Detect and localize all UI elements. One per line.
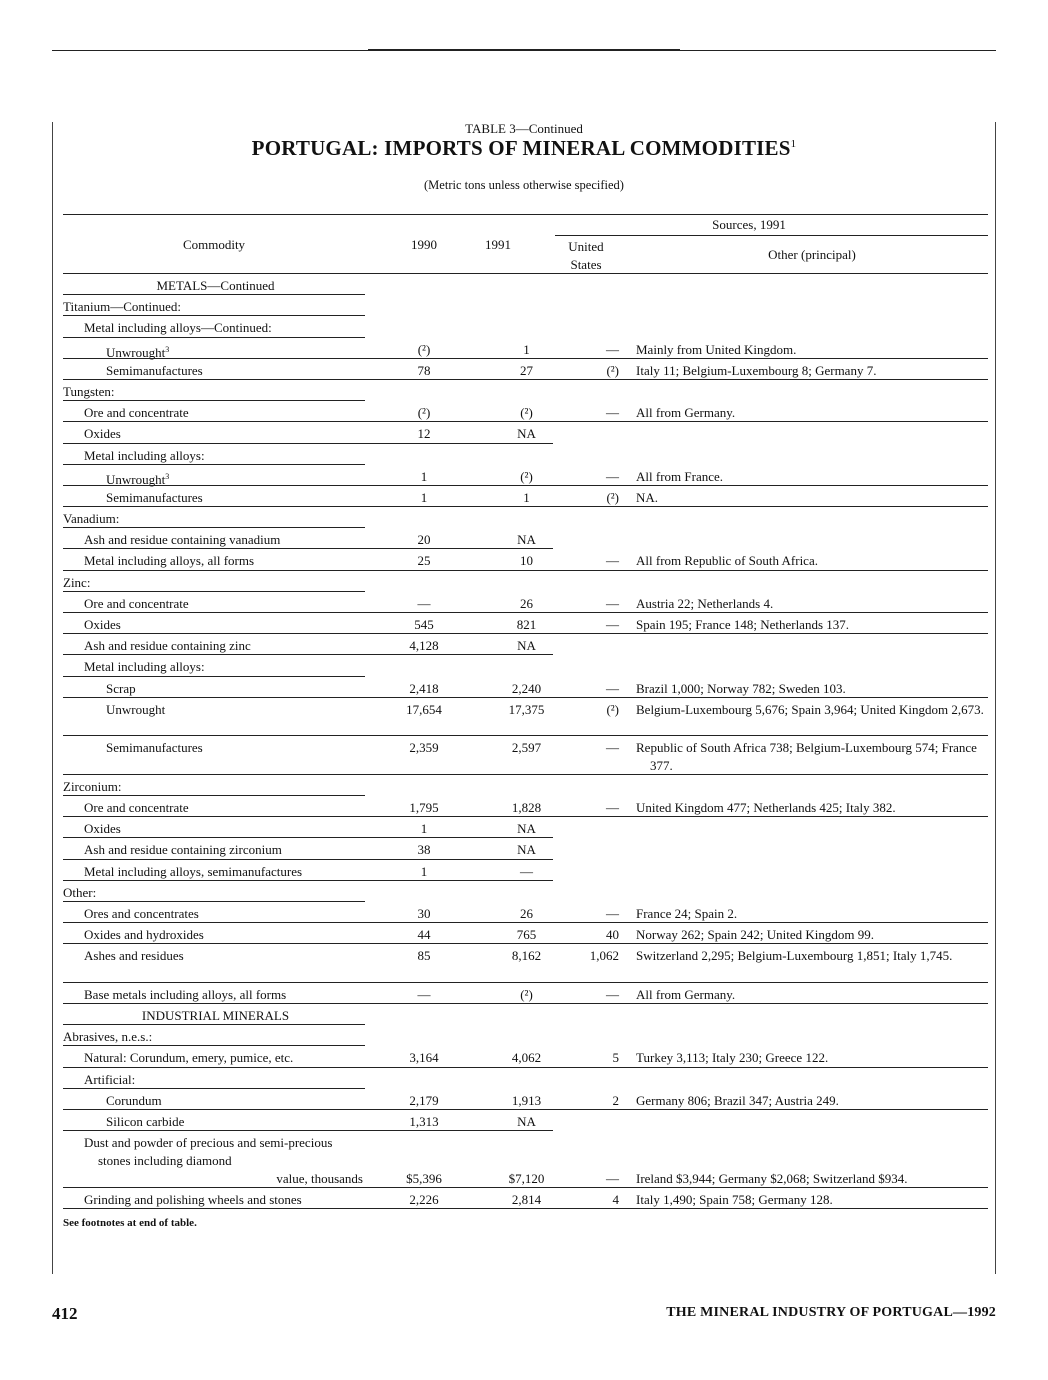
value-1990: 3,164	[409, 1050, 439, 1066]
value-other-sources: United Kingdom 477; Netherlands 425; Italy 382.	[636, 799, 896, 815]
value-united-states: (²)	[606, 489, 619, 505]
commodity-label: Ore and concentrate	[84, 799, 189, 815]
commodity-cell	[63, 1092, 411, 1110]
commodity-cell	[63, 1113, 411, 1131]
value-1991: $7,120	[508, 1171, 545, 1187]
table-row	[63, 338, 988, 359]
commodity-label: Zirconium:	[63, 778, 122, 794]
value-other-sources: France 24; Spain 2.	[636, 905, 738, 921]
commodity-cell	[63, 1134, 363, 1188]
commodity-cell	[63, 658, 389, 676]
table-row	[63, 881, 988, 902]
footnote-mark: 3	[165, 344, 170, 354]
commodity-label: Unwrought	[106, 471, 166, 487]
commodity-cell	[63, 404, 389, 422]
table-row	[63, 316, 988, 337]
header-1990: 1990	[411, 237, 437, 252]
table-row	[63, 655, 988, 676]
commodity-label: Tungsten:	[63, 383, 115, 399]
section-heading: INDUSTRIAL MINERALS	[141, 1007, 290, 1023]
value-1991: 765	[516, 927, 537, 943]
table-row	[63, 295, 988, 316]
commodity-label: Unwrought	[106, 701, 166, 717]
value-other-sources: All from Republic of South Africa.	[636, 553, 818, 569]
commodity-label: Ash and residue containing vanadium	[84, 532, 281, 548]
row-rule	[63, 1208, 988, 1209]
commodity-label: Silicon carbide	[106, 1113, 185, 1129]
commodity-cell	[63, 383, 368, 401]
commodity-cell	[63, 1049, 389, 1067]
commodity-label: Titanium—Continued:	[63, 299, 181, 315]
value-other-sources: Austria 22; Netherlands 4.	[636, 595, 774, 611]
table-units-note: (Metric tons unless otherwise specified)	[424, 178, 624, 192]
table-row	[63, 380, 988, 401]
value-united-states: —	[606, 553, 619, 569]
value-united-states: 40	[606, 927, 619, 943]
value-other-sources: Italy 11; Belgium-Luxembourg 8; Germany 7.	[636, 362, 877, 378]
value-1990: 1	[420, 489, 428, 505]
running-title: THE MINERAL INDUSTRY OF PORTUGAL—1992	[666, 1305, 996, 1320]
table-row	[63, 1089, 988, 1110]
commodity-label: Oxides	[84, 821, 121, 837]
commodity-label: Oxides and hydroxides	[84, 927, 204, 943]
value-1991: NA	[517, 821, 536, 837]
commodity-label: Ashes and residues	[84, 948, 184, 964]
value-1991: (²)	[520, 986, 533, 1002]
header-us-line1: United	[568, 239, 604, 254]
commodity-cell	[63, 552, 389, 570]
value-1990: 1,313	[409, 1113, 439, 1129]
title-footnote-mark: 1	[790, 138, 797, 150]
table-row	[63, 1068, 988, 1089]
table-row	[63, 677, 988, 698]
value-1991: 26	[520, 595, 533, 611]
table-row	[63, 923, 988, 944]
table-row	[63, 401, 988, 422]
table-row	[63, 465, 988, 486]
table-row	[63, 571, 988, 592]
value-other-sources: Belgium-Luxembourg 5,676; Spain 3,964; United Kingdom 2,673.	[636, 701, 984, 717]
value-1990: 1	[420, 863, 428, 879]
header-united-states	[553, 238, 619, 274]
commodity-cell	[63, 947, 389, 965]
value-united-states: 1,062	[589, 948, 619, 964]
value-united-states: —	[606, 405, 619, 421]
commodity-cell	[63, 425, 389, 443]
table-row	[63, 444, 988, 465]
value-1990: 78	[417, 362, 431, 378]
commodity-label: Abrasives, n.e.s.:	[63, 1029, 153, 1045]
table-row	[63, 592, 988, 613]
commodity-label: Ash and residue containing zinc	[84, 638, 251, 654]
commodity-label: Dust and powder of precious and semi-precious stones including diamond	[84, 1135, 333, 1169]
value-1990: 12	[417, 426, 431, 442]
value-united-states: (²)	[606, 701, 619, 717]
left-margin-rule	[52, 122, 53, 1274]
table-row	[63, 736, 988, 775]
commodity-cell	[63, 986, 389, 1004]
value-1991: NA	[517, 1113, 536, 1129]
table-title	[0, 136, 1048, 161]
commodity-cell	[63, 319, 389, 337]
value-united-states: 2	[612, 1092, 619, 1108]
value-1991: NA	[517, 842, 536, 858]
value-other-sources: Switzerland 2,295; Belgium-Luxembourg 1,851; Italy 1,745.	[636, 948, 953, 964]
commodity-label: Metal including alloys, all forms	[84, 553, 255, 569]
value-1991: NA	[517, 426, 536, 442]
value-1990: 1	[420, 821, 428, 837]
commodity-label: Grinding and polishing wheels and stones	[84, 1192, 302, 1208]
table-row	[63, 817, 988, 838]
section-row	[63, 1004, 988, 1025]
value-united-states: —	[606, 468, 619, 484]
table-row	[63, 1188, 988, 1209]
value-1991: 2,240	[511, 680, 542, 696]
value-1991: 26	[520, 905, 533, 921]
commodity-cell	[63, 926, 389, 944]
value-1990: 85	[417, 948, 431, 964]
value-1991: 8,162	[511, 948, 542, 964]
table-label: TABLE 3—Continued	[465, 121, 583, 136]
value-1990: 4,128	[409, 638, 439, 654]
table-title-text: PORTUGAL: IMPORTS OF MINERAL COMMODITIES	[251, 136, 791, 160]
commodity-cell	[63, 778, 368, 796]
commodity-label: Ores and concentrates	[84, 905, 199, 921]
commodity-cell	[63, 298, 368, 316]
table-row	[63, 944, 988, 983]
table-row	[63, 698, 988, 737]
commodity-cell	[63, 905, 389, 923]
commodity-label: Natural: Corundum, emery, pumice, etc.	[84, 1050, 294, 1066]
commodity-label-unit: value, thousands	[276, 1171, 363, 1187]
value-1991: NA	[517, 532, 536, 548]
commodity-label: Metal including alloys—Continued:	[84, 320, 272, 336]
header-sources-rule	[555, 235, 988, 236]
value-1991: NA	[517, 638, 536, 654]
value-1991: 1,828	[511, 799, 542, 815]
value-1991: (²)	[520, 405, 533, 421]
table-row	[63, 775, 988, 796]
commodity-cell	[63, 863, 389, 881]
value-1991: 10	[520, 553, 533, 569]
value-1991: 1	[523, 489, 530, 505]
value-united-states: —	[606, 341, 619, 357]
table-row	[63, 1025, 988, 1046]
value-other-sources: Italy 1,490; Spain 758; Germany 128.	[636, 1192, 833, 1208]
commodity-cell	[63, 362, 411, 380]
value-1990: 38	[417, 842, 431, 858]
value-1990: 2,418	[409, 680, 439, 696]
commodity-label: Semimanufactures	[106, 362, 203, 378]
value-united-states: (²)	[606, 362, 619, 378]
table-row	[63, 359, 988, 380]
page-number: 412	[52, 1304, 78, 1323]
commodity-cell	[63, 739, 411, 757]
section-row	[63, 274, 988, 295]
table-row	[63, 1046, 988, 1067]
value-1990: 2,359	[409, 740, 439, 756]
value-1990: 1,795	[409, 799, 439, 815]
value-1990: $5,396	[406, 1171, 442, 1187]
value-1991: 17,375	[508, 701, 545, 717]
value-1990: 25	[417, 553, 431, 569]
table-body	[63, 274, 988, 1209]
table-row	[63, 634, 988, 655]
commodity-cell	[63, 447, 389, 465]
value-1990: 17,654	[406, 701, 442, 717]
value-united-states: —	[606, 680, 619, 696]
top-rule-accent	[368, 49, 680, 51]
value-united-states: —	[606, 617, 619, 632]
value-other-sources: NA.	[636, 489, 659, 505]
commodity-cell	[63, 510, 368, 528]
value-other-sources: All from Germany.	[636, 986, 736, 1002]
commodity-cell	[63, 884, 368, 902]
table-row	[63, 422, 988, 443]
commodity-label: Ash and residue containing zirconium	[84, 842, 282, 858]
commodity-label: Oxides	[84, 426, 121, 442]
table-row	[63, 983, 988, 1004]
commodity-cell	[63, 841, 389, 859]
footnote: See footnotes at end of table.	[63, 1217, 197, 1229]
commodity-cell	[63, 701, 411, 719]
commodity-cell	[63, 574, 368, 592]
value-other-sources: Norway 262; Spain 242; United Kingdom 99.	[636, 927, 874, 943]
value-other-sources: Germany 806; Brazil 347; Austria 249.	[636, 1092, 839, 1108]
header-us-line2: States	[570, 257, 602, 272]
commodity-cell	[63, 531, 389, 549]
value-1990: 44	[417, 927, 431, 943]
commodity-label: Zinc:	[63, 574, 91, 590]
commodity-label: Semimanufactures	[106, 489, 203, 505]
commodity-label: Unwrought	[106, 344, 166, 360]
section-heading: METALS—Continued	[156, 278, 275, 293]
commodity-cell	[63, 637, 389, 655]
commodity-cell	[63, 616, 389, 634]
value-other-sources: Spain 195; France 148; Netherlands 137.	[636, 617, 850, 632]
table-row	[63, 902, 988, 923]
table-row	[63, 1110, 988, 1131]
value-united-states: —	[606, 986, 619, 1002]
value-other-sources: Brazil 1,000; Norway 782; Sweden 103.	[636, 680, 846, 696]
value-1990: 2,226	[409, 1192, 439, 1208]
commodity-label: Metal including alloys:	[84, 447, 205, 463]
value-1990: 30	[417, 905, 431, 921]
value-1991: 2,597	[511, 740, 542, 756]
value-united-states: —	[606, 1171, 619, 1187]
value-1990: 1	[420, 468, 428, 484]
value-other-sources: All from France.	[636, 468, 724, 484]
header-other: Other (principal)	[768, 247, 856, 262]
commodity-label: Semimanufactures	[106, 740, 203, 756]
table-row	[63, 549, 988, 570]
value-1991: 27	[520, 362, 533, 378]
table-row	[63, 486, 988, 507]
commodity-label: Vanadium:	[63, 511, 120, 527]
value-1991: 1	[523, 341, 530, 357]
header-top-rule	[63, 214, 988, 215]
table-row	[63, 613, 988, 634]
commodity-label: Ore and concentrate	[84, 405, 189, 421]
value-1990: —	[417, 595, 431, 611]
commodity-label: Corundum	[106, 1092, 162, 1108]
footnote-mark: 3	[165, 471, 170, 481]
table-row	[63, 507, 988, 528]
commodity-label: Artificial:	[84, 1071, 136, 1087]
value-united-states: 5	[612, 1050, 619, 1066]
commodity-label: Ore and concentrate	[84, 595, 189, 611]
commodity-label: Base metals including alloys, all forms	[84, 986, 287, 1002]
commodity-cell	[63, 680, 411, 698]
value-1990: 20	[417, 532, 431, 548]
value-1991: 2,814	[511, 1192, 542, 1208]
commodity-label: Other:	[63, 884, 97, 900]
commodity-label: Metal including alloys:	[84, 659, 205, 675]
value-1990: (²)	[417, 405, 431, 421]
value-1990: 2,179	[409, 1092, 439, 1108]
table-row	[63, 838, 988, 859]
value-1990: —	[417, 986, 431, 1002]
table-row	[63, 796, 988, 817]
table-row	[63, 528, 988, 549]
commodity-label: Oxides	[84, 617, 121, 632]
value-1991: 821	[516, 617, 537, 632]
value-united-states: —	[606, 595, 619, 611]
commodity-cell	[63, 799, 389, 817]
commodity-cell	[63, 1071, 389, 1089]
commodity-cell	[63, 820, 389, 838]
value-united-states: —	[606, 905, 619, 921]
table-row	[63, 1131, 988, 1188]
value-united-states: 4	[612, 1192, 619, 1208]
value-1991: (²)	[520, 468, 533, 484]
value-united-states: —	[606, 740, 619, 756]
commodity-label: Metal including alloys, semimanufactures	[84, 863, 303, 879]
value-1990: 545	[414, 617, 434, 632]
value-1990: (²)	[417, 341, 431, 357]
commodity-cell	[63, 489, 411, 507]
commodity-cell	[63, 1191, 389, 1209]
table-row	[63, 860, 988, 881]
commodity-cell	[63, 595, 389, 613]
value-other-sources: Mainly from United Kingdom.	[636, 341, 797, 357]
value-1991: —	[520, 863, 533, 879]
header-sources: Sources, 1991	[712, 217, 786, 232]
commodity-label: Scrap	[106, 680, 136, 696]
value-other-sources: Republic of South Africa 738; Belgium-Luxembourg 574; France 377.	[636, 740, 977, 774]
value-1991: 1,913	[511, 1092, 542, 1108]
value-other-sources: All from Germany.	[636, 405, 736, 421]
header-1991: 1991	[485, 237, 511, 252]
value-other-sources: Turkey 3,113; Italy 230; Greece 122.	[636, 1050, 829, 1066]
commodity-cell	[63, 1028, 368, 1046]
value-other-sources: Ireland $3,944; Germany $2,068; Switzerland $934.	[636, 1171, 908, 1187]
value-1991: 4,062	[511, 1050, 542, 1066]
header-commodity: Commodity	[182, 237, 246, 252]
value-united-states: —	[606, 799, 619, 815]
